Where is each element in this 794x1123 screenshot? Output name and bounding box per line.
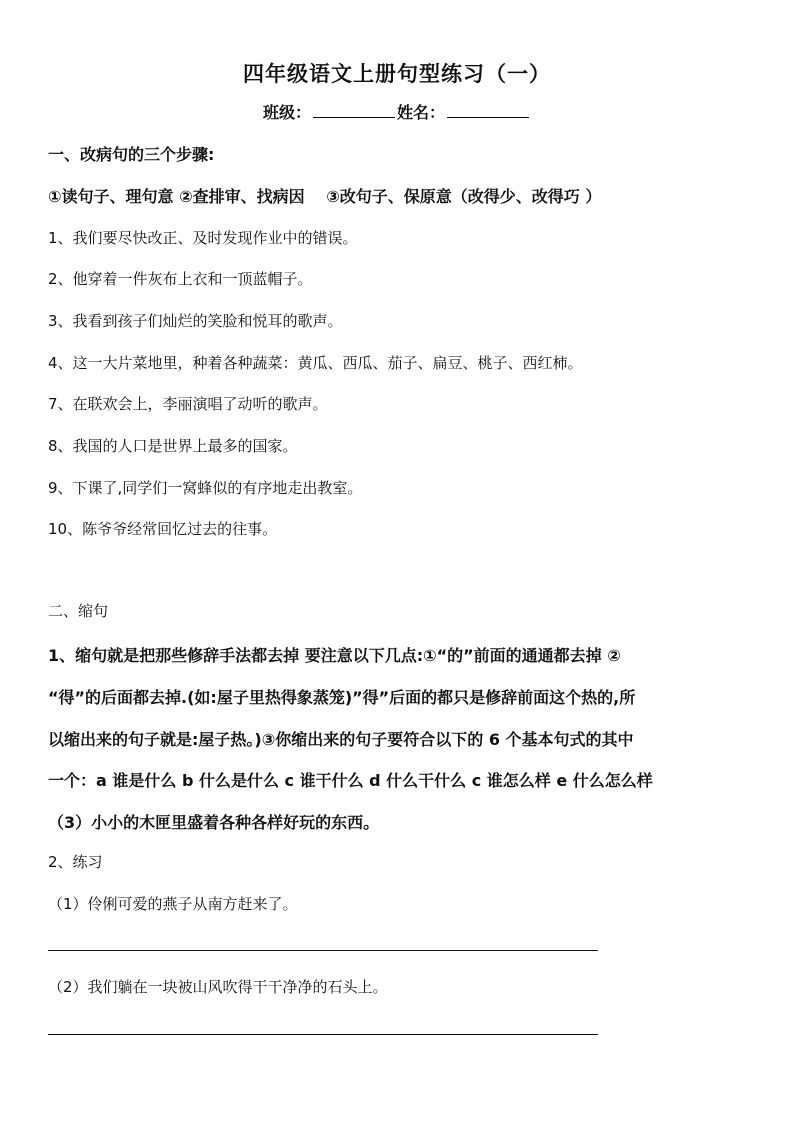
list-item: 9、下课了,同学们一窝蜂似的有序地走出教室。 [48, 479, 363, 497]
answer-line[interactable] [48, 1034, 598, 1035]
page-title: 四年级语文上册句型练习（一） [243, 62, 551, 86]
practice-item: （2）我们躺在一块被山风吹得干干净净的石头上。 [48, 978, 388, 996]
list-item: 1、我们要尽快改正、及时发现作业中的错误。 [48, 229, 358, 247]
rule-line: 1、缩句就是把那些修辞手法都去掉 要注意以下几点:①“的”前面的通通都去掉 ② [48, 646, 621, 665]
list-item: 7、在联欢会上，李丽演唱了动听的歌声。 [48, 395, 328, 413]
class-label: 班级： [262, 103, 311, 122]
rule-line: 一个：a 谁是什么 b 什么是什么 c 谁干什么 d 什么干什么 c 谁怎么样 e 什么怎么样 [48, 771, 653, 790]
class-blank[interactable] [313, 103, 395, 118]
rule-line: （3）小小的木匣里盛着各种各样好玩的东西。 [48, 813, 380, 832]
rule-line: 以缩出来的句子就是:屋子热。)③你缩出来的句子要符合以下的 6 个基本句式的其中 [48, 730, 634, 749]
name-blank[interactable] [447, 103, 529, 118]
practice-item: （1）伶俐可爱的燕子从南方赶来了。 [48, 895, 298, 913]
list-item: 8、我国的人口是世界上最多的国家。 [48, 437, 298, 455]
answer-line[interactable] [48, 950, 598, 951]
list-item: 4、这一大片菜地里，种着各种蔬菜：黄瓜、西瓜、茄子、扁豆、桃子、西红柿。 [48, 354, 583, 372]
name-label: 姓名： [397, 103, 446, 122]
list-item: 10、陈爷爷经常回忆过去的往事。 [48, 520, 278, 538]
practice-heading: 2、练习 [48, 853, 103, 871]
student-info [0, 100, 794, 123]
rule-line: “得”的后面都去掉.(如:屋子里热得象蒸笼)”得”后面的都只是修辞前面这个热的,所 [48, 688, 636, 707]
section1-steps: ①读句子、理句意 ②查排审、找病因 ③改句子、保原意（改得少、改得巧 ） [48, 187, 602, 206]
list-item: 3、我看到孩子们灿烂的笑脸和悦耳的歌声。 [48, 312, 343, 330]
section1-heading: 一、改病句的三个步骤: [48, 145, 215, 164]
list-item: 2、他穿着一件灰布上衣和一顶蓝帽子。 [48, 270, 313, 288]
section2-heading: 二、缩句 [48, 602, 109, 620]
